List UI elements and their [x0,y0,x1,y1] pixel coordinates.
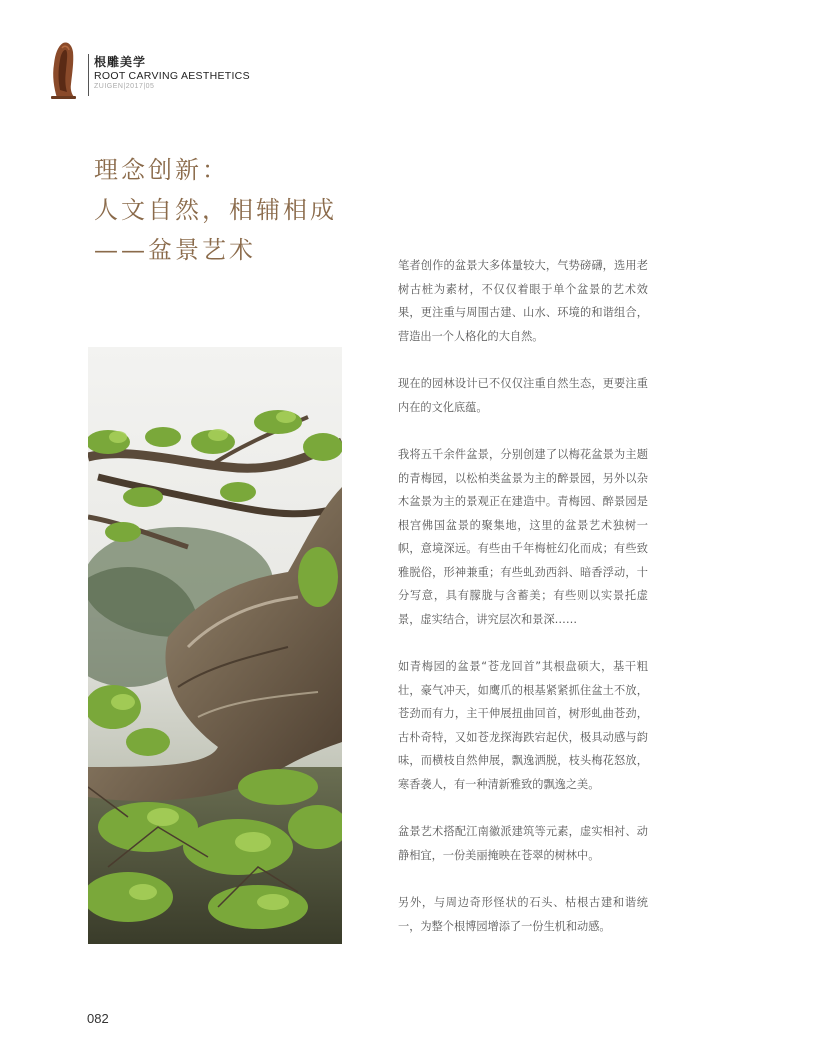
brand-name-en: ROOT CARVING AESTHETICS [94,70,250,82]
title-line: 人文自然，相辅相成 [94,196,337,224]
paragraph: 另外，与周边奇形怪状的石头、枯根古建和谐统一，为整个根博园增添了一份生机和动感。 [398,896,648,933]
root-carving-sculpture-icon [48,40,78,100]
paragraph: 笔者创作的盆景大多体量较大，气势磅礴，选用老树古桩为素材，不仅仅着眼于单个盆景的艺术效果，更注重与周围古建、山水、环境的和谐组合，营造出一个人格化的大自然。 [398,259,648,343]
article-body [398,254,648,962]
title-line: ——盆景艺术 [94,236,256,264]
bonsai-tree-photo [88,347,342,944]
issue-label: ZUIGEN|2017|05 [94,83,155,90]
title-line: 理念创新： [94,156,229,184]
header-divider [88,54,89,96]
paragraph: 如青梅园的盆景“苍龙回首”其根盘硕大，基干粗壮，豪气冲天，如鹰爪的根基紧紧抓住盆土不放，苍劲而有力，主干伸展扭曲回首，树形虬曲苍劲，古朴奇特，又如苍龙探海跌宕起伏，极具动感与韵味，而横枝自然伸展，飘逸洒脱，枝头梅花怒放，寒香袭人，有一种清新雅致的飘逸之美。 [398,660,648,791]
brand-name-cn: 根雕美学 [94,55,147,69]
paragraph: 盆景艺术搭配江南徽派建筑等元素，虚实相衬、动静相宜，一份美丽掩映在苍翠的树林中。 [398,825,648,862]
article-title [94,150,354,270]
page-number: 082 [87,1011,109,1026]
paragraph: 我将五千余件盆景，分别创建了以梅花盆景为主题的青梅园，以松柏类盆景为主的醉景园，另外以杂木盆景为主的景观正在建造中。青梅园、醉景园是根宫佛国盆景的聚集地，这里的盆景艺术独树一帜，意境深远。有些由千年梅桩幻化而成；有些致雅脱俗，形神兼重；有些虬劲西斜、暗香浮动，十分写意，具有朦胧与含蓄美；有些则以实景托虚景，虚实结合，讲究层次和景深…… [398,448,648,626]
page-header [48,40,368,100]
paragraph: 现在的园林设计已不仅仅注重自然生态，更要注重内在的文化底蕴。 [398,377,648,414]
